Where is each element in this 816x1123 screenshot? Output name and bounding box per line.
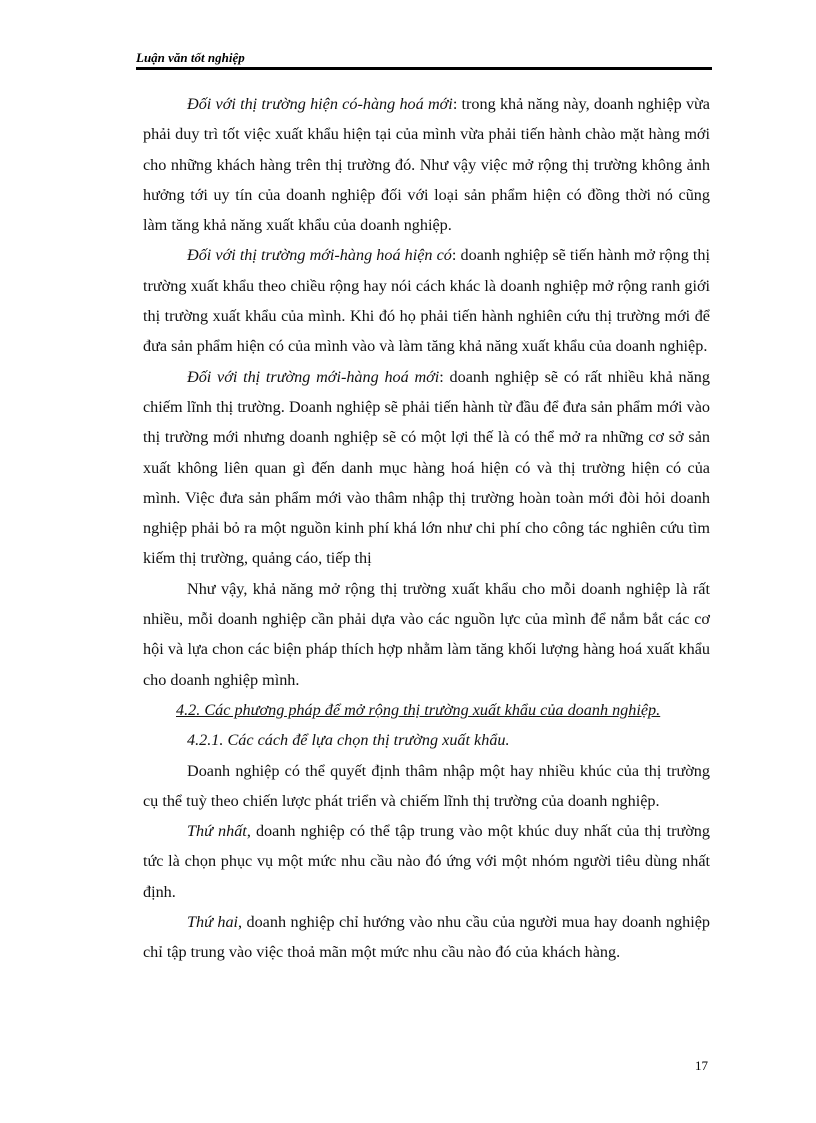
paragraph xyxy=(143,89,710,240)
paragraph-text: Doanh nghiệp có thể quyết định thâm nhập một hay nhiều khúc của thị trường cụ thể tuỳ theo chiến lược phát triển và chiếm lĩnh thị trường của doanh nghiệp. xyxy=(143,761,710,810)
paragraph-text: , doanh nghiệp chỉ hướng vào nhu cầu của người mua hay doanh nghiệp chỉ tập trung vào việc thoả mãn một mức nhu cầu nào đó của khách hàng. xyxy=(143,913,710,962)
page-number: 17 xyxy=(695,1058,708,1073)
paragraph xyxy=(143,574,710,695)
paragraph xyxy=(143,816,710,907)
paragraph-text: : doanh nghiệp sẽ có rất nhiều khả năng chiếm lĩnh thị trường. Doanh nghiệp sẽ phải tiến hành từ đầu để đưa sản phẩm mới vào thị trường mới nhưng doanh nghiệp sẽ có một lợi thế là có thể mở ra những cơ sở sản xuất không liên quan gì đến danh mục hàng hoá hiện có và thị trường hiện có của mình. Việc đưa sản phẩm mới vào thâm nhập thị trường hoàn toàn mới đòi hỏi doanh nghiệp phải bỏ ra một nguồn kinh phí khá lớn như chi phí cho công tác nghiên cứu tìm kiếm thị trường, quảng cáo, tiếp thị xyxy=(143,367,710,568)
paragraph xyxy=(143,362,710,574)
paragraph-lead: Thứ hai xyxy=(187,913,239,932)
paragraph-lead: Đối với thị trường mới-hàng hoá mới xyxy=(187,367,440,386)
paragraph-text: : doanh nghiệp sẽ tiến hành mở rộng thị trường xuất khẩu theo chiều rộng hay nói cách khác là doanh nghiệp mở rộng ranh giới thị trường xuất khẩu của mình. Khi đó họ phải tiến hành nghiên cứu thị trường mới để đưa sản phẩm hiện có của mình vào và làm tăng khả năng xuất khẩu của doanh nghiệp. xyxy=(143,246,710,356)
paragraph-text: , doanh nghiệp có thể tập trung vào một khúc duy nhất của thị trường tức là chọn phục vụ một mức nhu cầu nào đó ứng với một nhóm người tiêu dùng nhất định. xyxy=(143,822,710,901)
paragraph-lead: Đối với thị trường hiện có-hàng hoá mới xyxy=(187,95,453,113)
paragraph-lead: Thứ nhất xyxy=(187,822,247,841)
header-rule xyxy=(136,67,712,70)
subsection-heading: 4.2.1. Các cách để lựa chọn thị trường xuất khẩu. xyxy=(187,731,510,750)
running-header: Luận văn tốt nghiệp xyxy=(136,50,245,65)
paragraph-text: : trong khả năng này, doanh nghiệp vừa phải duy trì tốt việc xuất khẩu hiện tại của mình vừa phải tiến hành chào mặt hàng mới cho những khách hàng trên thị trường đó. Như vậy việc mở rộng thị trường không ảnh hưởng tới uy tín của doanh nghiệp đối với loại sản phẩm hiện có đồng thời nó cũng làm tăng khả năng xuất khẩu của doanh nghiệp. xyxy=(143,95,710,235)
paragraph-lead: Đối với thị trường mới-hàng hoá hiện có xyxy=(187,246,452,265)
paragraph xyxy=(143,756,710,817)
section-heading: 4.2. Các phương pháp để mở rộng thị trường xuất khẩu của doanh nghiệp. xyxy=(176,700,661,719)
paragraph xyxy=(143,907,710,968)
paragraph xyxy=(143,240,710,361)
paragraph-text: Như vậy, khả năng mở rộng thị trường xuất khẩu cho mỗi doanh nghiệp là rất nhiều, mỗi doanh nghiệp cần phải dựa vào các nguồn lực của mình để nắm bắt các cơ hội và lựa chon các biện pháp thích hợp nhằm làm tăng khối lượng hàng hoá xuất khẩu cho doanh nghiệp mình. xyxy=(143,579,710,689)
body-text xyxy=(143,89,710,968)
